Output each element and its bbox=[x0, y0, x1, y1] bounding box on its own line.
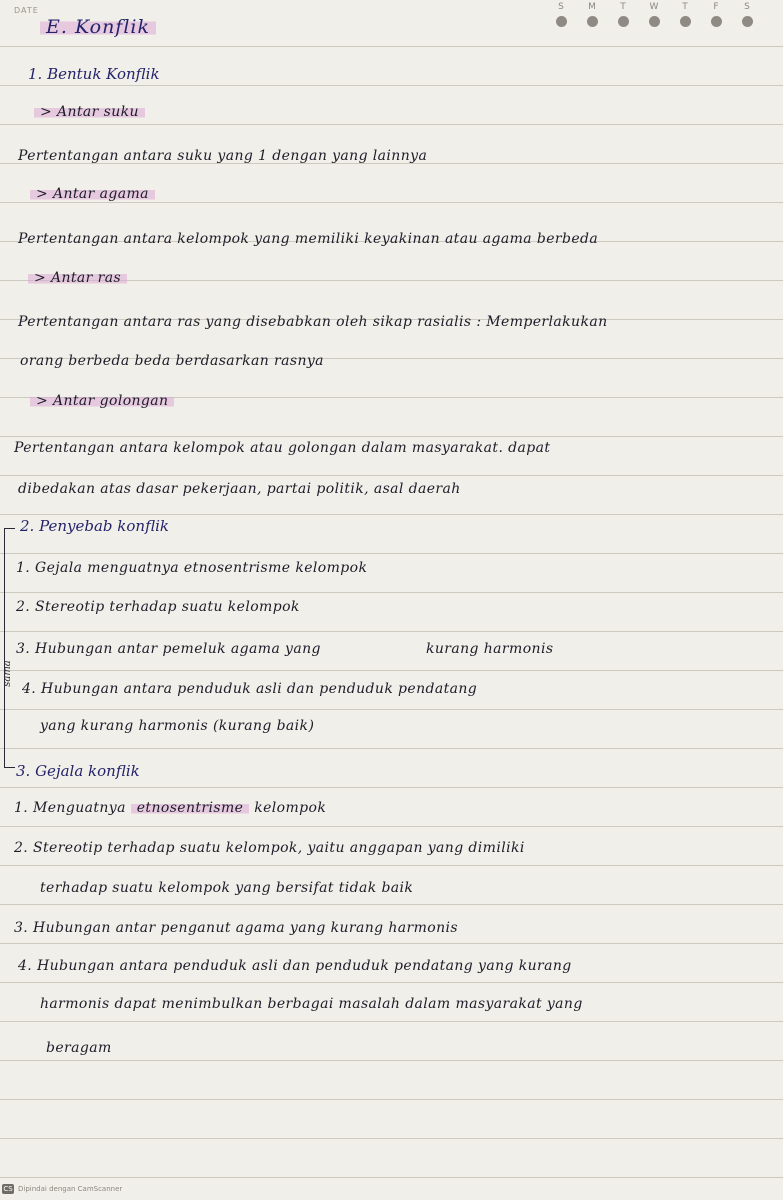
weekday-letter: T bbox=[682, 2, 688, 12]
text-antar-golongan-2: dibedakan atas dasar pekerjaan, partai politik, asal daerah bbox=[18, 481, 461, 497]
text-antar-ras-2: orang berbeda beda berdasarkan rasnya bbox=[20, 353, 324, 369]
section-heading-bentuk: 1. Bentuk Konflik bbox=[28, 65, 160, 83]
text-antar-suku: Pertentangan antara suku yang 1 dengan yang lainnya bbox=[18, 148, 428, 164]
gejala-item-2a: 2. Stereotip terhadap suatu kelompok, yaitu anggapan yang dimiliki bbox=[14, 840, 525, 856]
weekday-letter: T bbox=[620, 2, 626, 12]
subheading-antar-agama bbox=[30, 186, 155, 202]
penyebab-item-3a: 3. Hubungan antar pemeluk agama yang bbox=[16, 641, 321, 657]
penyebab-item-4b: yang kurang harmonis (kurang baik) bbox=[40, 718, 315, 734]
weekday-wed bbox=[646, 2, 662, 27]
scanner-text: Dipindai dengan CamScanner bbox=[18, 1185, 123, 1193]
weekday-tue bbox=[615, 2, 631, 27]
gejala-item-1c: kelompok bbox=[254, 800, 327, 816]
text-antar-golongan-1: Pertentangan antara kelompok atau golongan dalam masyarakat. dapat bbox=[14, 440, 551, 456]
subheading-text: > Antar golongan bbox=[30, 393, 174, 409]
gejala-item-1 bbox=[14, 800, 326, 816]
weekday-letter: S bbox=[744, 2, 750, 12]
text-antar-ras-1: Pertentangan antara ras yang disebabkan oleh sikap rasialis : Memperlakukan bbox=[18, 314, 608, 330]
gejala-item-3: 3. Hubungan antar penganut agama yang kurang harmonis bbox=[14, 920, 458, 936]
weekday-sat bbox=[739, 2, 755, 27]
weekday-tracker bbox=[553, 2, 755, 27]
subheading-text: > Antar ras bbox=[28, 270, 127, 286]
weekday-fri bbox=[708, 2, 724, 27]
side-note: sama bbox=[1, 660, 13, 687]
weekday-letter: M bbox=[588, 2, 596, 12]
weekday-dot bbox=[618, 16, 629, 27]
weekday-letter: W bbox=[649, 2, 659, 12]
weekday-dot bbox=[680, 16, 691, 27]
text-antar-agama: Pertentangan antara kelompok yang memiliki keyakinan atau agama berbeda bbox=[18, 231, 599, 247]
subheading-antar-golongan bbox=[30, 393, 174, 409]
weekday-dot bbox=[649, 16, 660, 27]
subheading-antar-ras bbox=[28, 270, 127, 286]
page-title bbox=[40, 16, 156, 38]
weekday-letter: F bbox=[713, 2, 719, 12]
weekday-dot bbox=[556, 16, 567, 27]
camscanner-icon: CS bbox=[3, 1185, 13, 1193]
penyebab-item-2: 2. Stereotip terhadap suatu kelompok bbox=[16, 599, 300, 615]
subheading-antar-suku bbox=[34, 104, 145, 120]
weekday-sun bbox=[553, 2, 569, 27]
gejala-item-1b: etnosentrisme bbox=[131, 800, 250, 816]
penyebab-item-3b: kurang harmonis bbox=[426, 641, 554, 657]
gejala-item-2b: terhadap suatu kelompok yang bersifat tidak baik bbox=[40, 880, 414, 896]
subheading-text: > Antar agama bbox=[30, 186, 155, 202]
bracket-mark bbox=[1, 528, 15, 768]
section-heading-gejala: 3. Gejala konflik bbox=[16, 762, 140, 780]
penyebab-item-4a: 4. Hubungan antara penduduk asli dan penduduk pendatang bbox=[22, 681, 478, 697]
weekday-mon bbox=[584, 2, 600, 27]
weekday-dot bbox=[587, 16, 598, 27]
gejala-item-4c: beragam bbox=[46, 1040, 112, 1056]
subheading-text: > Antar suku bbox=[34, 104, 145, 120]
gejala-item-4b: harmonis dapat menimbulkan berbagai masalah dalam masyarakat yang bbox=[40, 996, 583, 1012]
gejala-item-4a: 4. Hubungan antara penduduk asli dan penduduk pendatang yang kurang bbox=[18, 958, 572, 974]
page-title-text: E. Konflik bbox=[40, 16, 156, 38]
weekday-letter: S bbox=[558, 2, 564, 12]
penyebab-item-1: 1. Gejala menguatnya etnosentrisme kelompok bbox=[16, 560, 368, 576]
date-label: DATE bbox=[14, 6, 39, 15]
weekday-thu bbox=[677, 2, 693, 27]
scanner-footer bbox=[2, 1184, 122, 1194]
section-heading-penyebab: 2. Penyebab konflik bbox=[20, 517, 169, 535]
weekday-dot bbox=[711, 16, 722, 27]
weekday-dot bbox=[742, 16, 753, 27]
gejala-item-1a: 1. Menguatnya bbox=[14, 800, 126, 816]
